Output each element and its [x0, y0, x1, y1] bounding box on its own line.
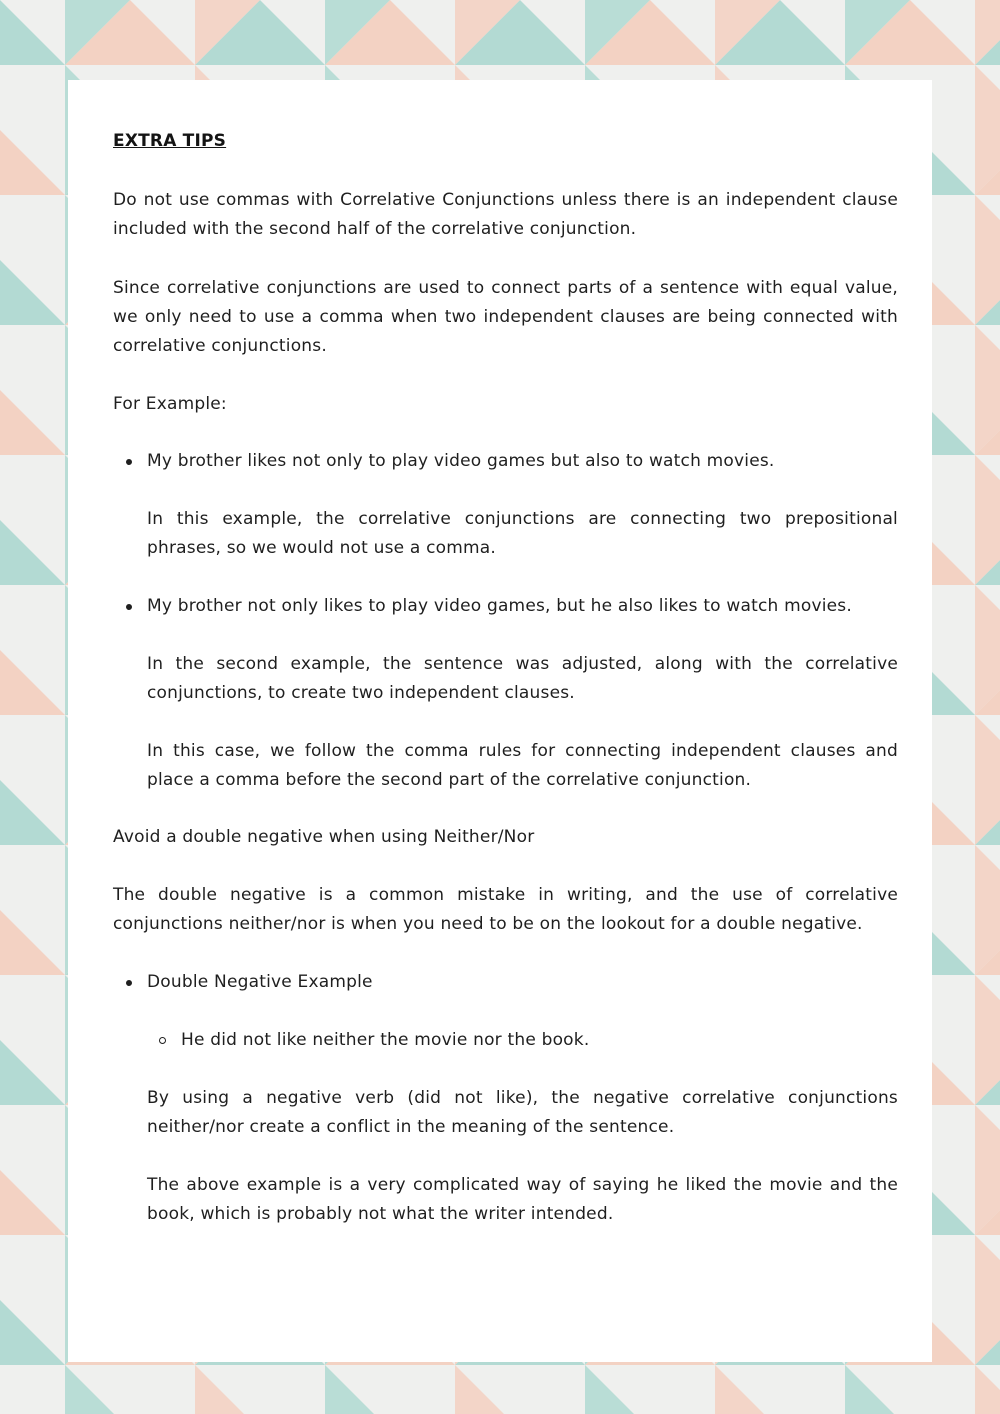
note-prepositional-phrases: In this example, the correlative conjunctions are connecting two prepositional phrases, so we would not use a comma. [147, 509, 898, 558]
paragraph-equal-value: Since correlative conjunctions are used to connect parts of a sentence with equal value, we only need to use a comma when two independent clauses are being connected with correlative conjunctions. [113, 278, 898, 356]
list-item-example-one: My brother likes not only to play video games but also to watch movies. [147, 447, 898, 476]
note-complicated-way: The above example is a very complicated way of saying he liked the movie and the book, which is probably not what the writer intended. [147, 1175, 898, 1224]
note-negative-verb: By using a negative verb (did not like), the negative correlative conjunctions neither/nor create a conflict in the meaning of the sentence. [147, 1088, 898, 1137]
paragraph-for-example: For Example: [113, 394, 227, 414]
note-comma-rules: In this case, we follow the comma rules for connecting independent clauses and place a comma before the second part of the correlative conjunction. [147, 741, 898, 790]
sub-list-item-example-sentence: He did not like neither the movie nor the book. [181, 1026, 898, 1055]
list-item-double-negative-example: Double Negative Example [147, 968, 898, 997]
note-independent-clauses: In the second example, the sentence was adjusted, along with the correlative conjunctions, to create two independent clauses. [147, 654, 898, 703]
section-heading: EXTRA TIPS [113, 131, 227, 151]
list-item-example-two: My brother not only likes to play video games, but he also likes to watch movies. [147, 592, 898, 621]
paragraph-double-negative-explained: The double negative is a common mistake in writing, and the use of correlative conjunctions neither/nor is when you need to be on the lookout for a double negative. [113, 885, 898, 934]
page-card [68, 80, 932, 1362]
paragraph-double-negative-heading: Avoid a double negative when using Neither/Nor [113, 827, 535, 847]
paragraph-commas-rule: Do not use commas with Correlative Conjunctions unless there is an independent clause included with the second half of the correlative conjunction. [113, 190, 898, 239]
